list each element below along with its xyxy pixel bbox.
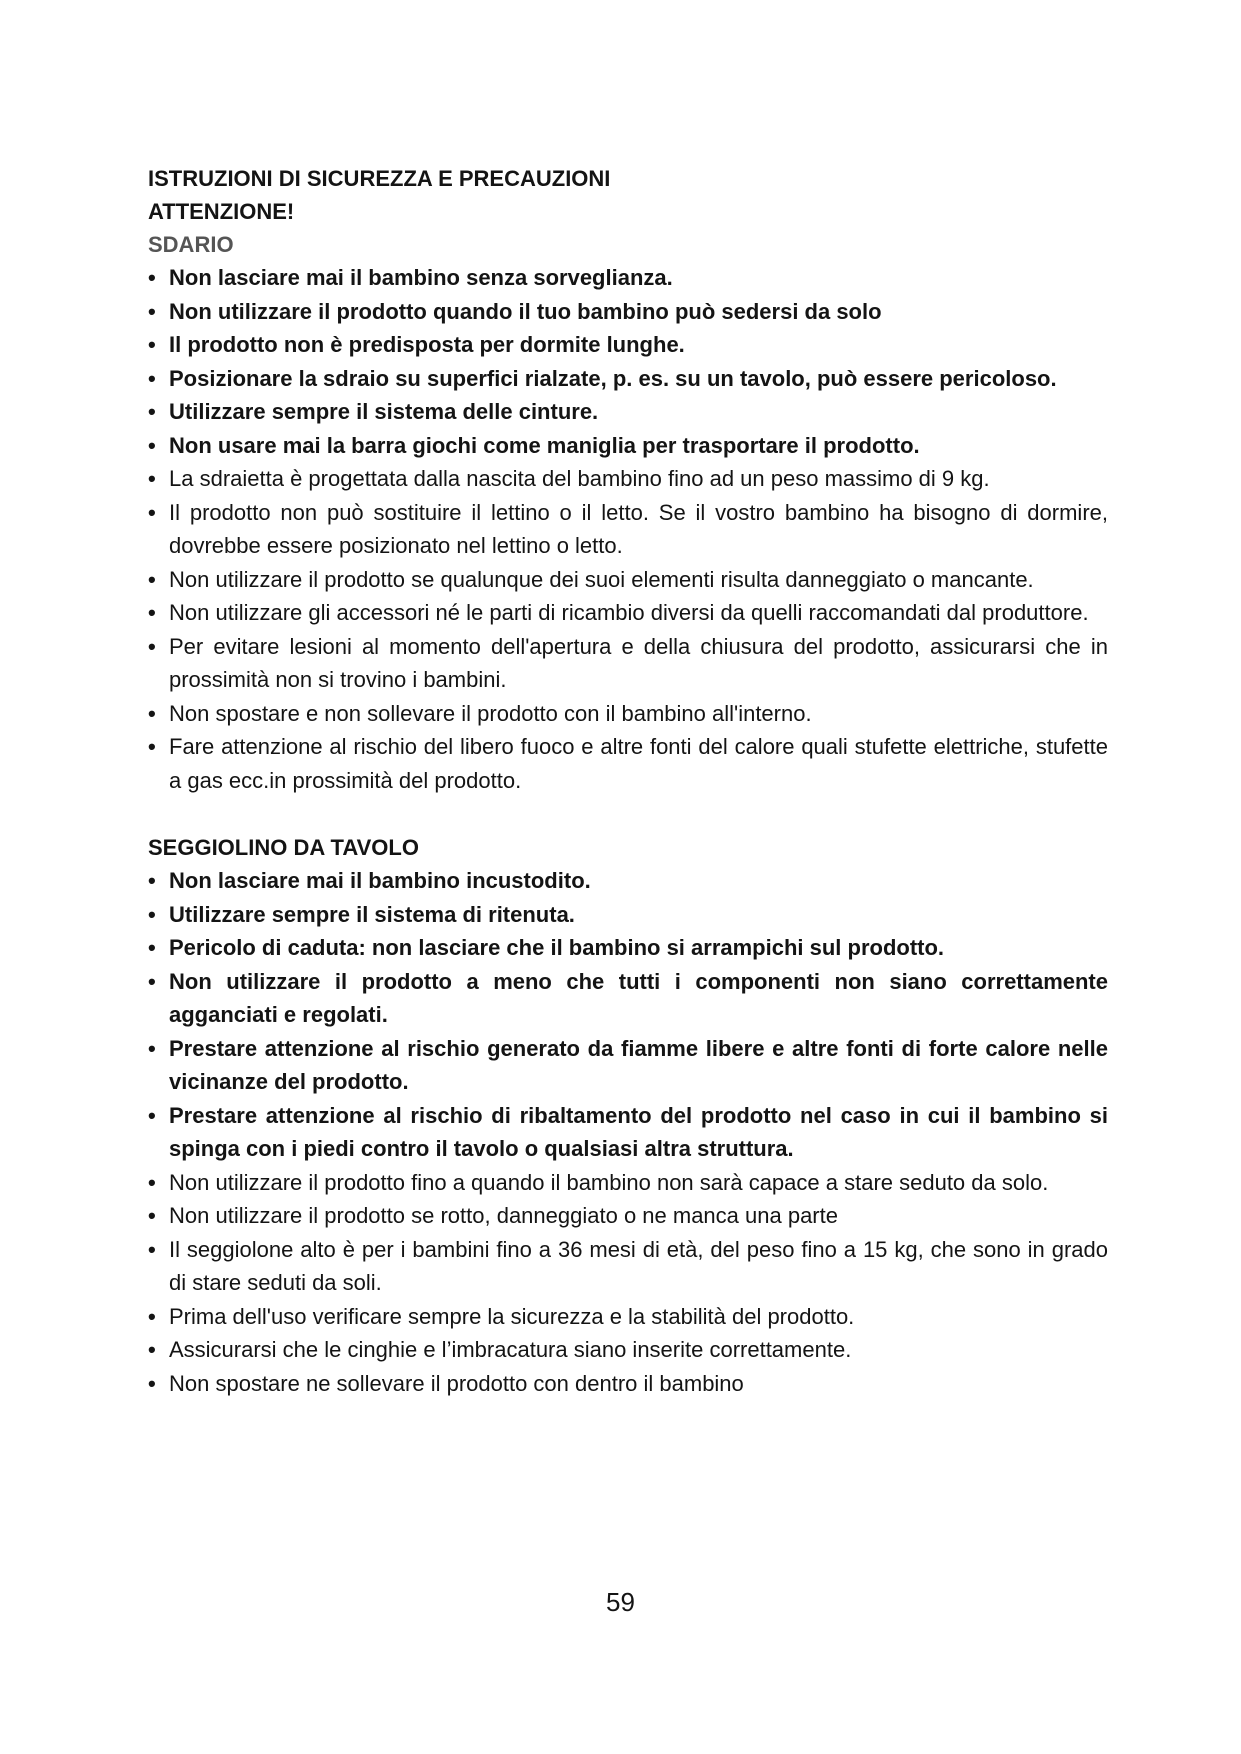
list-item: • La sdraietta è progettata dalla nascita del bambino fino ad un peso massimo di 9 kg. xyxy=(148,462,1108,496)
document-page xyxy=(148,162,1108,1400)
list-item: • Non utilizzare il prodotto se rotto, danneggiato o ne manca una parte xyxy=(148,1199,1108,1233)
list-item: • Il seggiolone alto è per i bambini fino a 36 mesi di età, del peso fino a 15 kg, che sono in grado di stare seduti da soli. xyxy=(148,1233,1108,1300)
section-heading-seggiolino: SEGGIOLINO DA TAVOLO xyxy=(148,835,419,860)
list-item: • Non utilizzare il prodotto quando il tuo bambino può sedersi da solo xyxy=(148,295,1108,329)
section-heading-sdraio: SDARIO xyxy=(148,232,234,257)
list-item: • Non utilizzare il prodotto fino a quando il bambino non sarà capace a stare seduto da solo. xyxy=(148,1166,1108,1200)
list-item: • Prestare attenzione al rischio generato da fiamme libere e altre fonti di forte calore nelle vicinanze del prodotto. xyxy=(148,1032,1108,1099)
sdraio-list xyxy=(148,261,1108,797)
list-item: • Non spostare e non sollevare il prodotto con il bambino all'interno. xyxy=(148,697,1108,731)
list-item: • Per evitare lesioni al momento dell'apertura e della chiusura del prodotto, assicurarsi che in prossimità non si trovino i bambini. xyxy=(148,630,1108,697)
list-item: • Non lasciare mai il bambino incustodito. xyxy=(148,864,1108,898)
warning-heading: ATTENZIONE! xyxy=(148,199,295,224)
list-item: • Non utilizzare il prodotto a meno che tutti i componenti non siano correttamente agganciati e regolati. xyxy=(148,965,1108,1032)
list-item: • Assicurarsi che le cinghie e l’imbracatura siano inserite correttamente. xyxy=(148,1333,1108,1367)
list-item: • Non utilizzare gli accessori né le parti di ricambio diversi da quelli raccomandati dal produttore. xyxy=(148,596,1108,630)
list-item: • Il prodotto non è predisposta per dormite lunghe. xyxy=(148,328,1108,362)
list-item: • Posizionare la sdraio su superfici rialzate, p. es. su un tavolo, può essere pericoloso. xyxy=(148,362,1108,396)
list-item: • Il prodotto non può sostituire il lettino o il letto. Se il vostro bambino ha bisogno di dormire, dovrebbe essere posizionato nel lettino o letto. xyxy=(148,496,1108,563)
list-item: • Non lasciare mai il bambino senza sorveglianza. xyxy=(148,261,1108,295)
list-item: • Utilizzare sempre il sistema di ritenuta. xyxy=(148,898,1108,932)
list-item: • Prima dell'uso verificare sempre la sicurezza e la stabilità del prodotto. xyxy=(148,1300,1108,1334)
list-item: • Utilizzare sempre il sistema delle cinture. xyxy=(148,395,1108,429)
page-number: 59 xyxy=(606,1587,635,1617)
section-spacer xyxy=(148,797,1108,831)
list-item: • Fare attenzione al rischio del libero fuoco e altre fonti del calore quali stufette elettriche, stufette a gas ecc.in prossimità del prodotto. xyxy=(148,730,1108,797)
list-item: • Non spostare ne sollevare il prodotto con dentro il bambino xyxy=(148,1367,1108,1401)
seggiolino-list xyxy=(148,864,1108,1400)
document-title: ISTRUZIONI DI SICUREZZA E PRECAUZIONI xyxy=(148,166,611,191)
list-item: • Pericolo di caduta: non lasciare che il bambino si arrampichi sul prodotto. xyxy=(148,931,1108,965)
list-item: • Prestare attenzione al rischio di ribaltamento del prodotto nel caso in cui il bambino si spinga con i piedi contro il tavolo o qualsiasi altra struttura. xyxy=(148,1099,1108,1166)
list-item: • Non usare mai la barra giochi come maniglia per trasportare il prodotto. xyxy=(148,429,1108,463)
list-item: • Non utilizzare il prodotto se qualunque dei suoi elementi risulta danneggiato o mancante. xyxy=(148,563,1108,597)
